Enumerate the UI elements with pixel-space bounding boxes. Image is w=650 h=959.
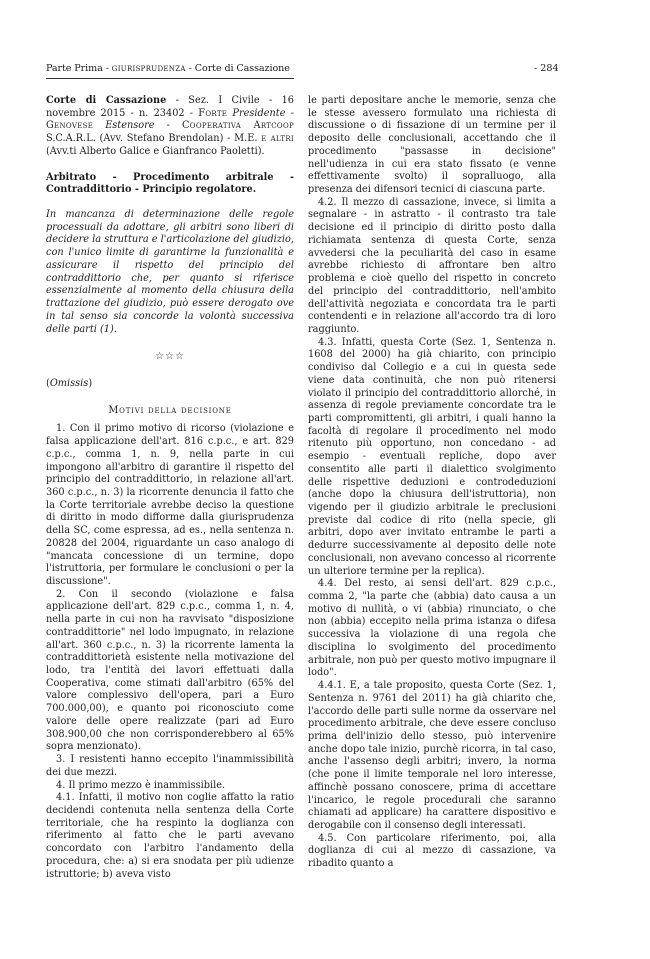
page-number: - 284 [534, 63, 559, 74]
case-abstract: In mancanza di determinazione delle regole processuali da adottare, gli arbitri sono liberi di decidere la struttura e l'articolazione del giudizio, con l'unico limite di garantirne la funzionalità e assicurare il rispetto del principio del contraddittorio che, per quanto si riferisce essenzialmente al momento della chiusura della trattazione del giudizio, può essere derogato ove in tal senso sia concorde la volontà successiva delle parti (1). [46, 209, 294, 335]
paragraph: 3. I resistenti hanno eccepito l'inammissibilità dei due mezzi. [46, 754, 294, 778]
case-heading: Arbitrato - Procedimento arbitrale - Contraddittorio - Principio regolatore. [46, 171, 294, 196]
paragraph: 2. Con il secondo (violazione e falsa applicazione dell'art. 829 c.p.c., comma 1, n. 4, nella parte in cui non ha ravvisato "disposizione contraddittorie" nel lodo impugnato, in relazione all'art. 360 c.p.c., n. 3) la ricorrente lamenta la contraddittorietà esistente nella motivazione del lodo, tra l'entità dei lavori effettuati dalla Cooperativa, come stimati dall'arbitro (65% del valore complessivo dell'opera, pari a Euro 700.000,00), e quanto poi riconosciuto come valore delle opere realizzate (pari ad Euro 308.900,00 che non corrisponderebbero al 65% sopra menzionato). [46, 588, 294, 753]
case-citation: Corte di Cassazione - Sez. I Civile - 16 novembre 2015 - n. 23402 - Forte Presidente - Genovese Estensore - Cooperativa Artcoop S.C.A.R.L. (Avv. Stefano Brendolan) - M.E. e altri (Avv.ti Alberto Galice e Gianfranco Paoletti). [46, 95, 294, 157]
left-column [46, 95, 294, 881]
paragraph: le parti depositare anche le memorie, senza che le stesse avessero formulato una richiesta di discussione o di fissazione di un termine per il deposito delle conclusionali, accettando che il procedimento "passasse in decisione" nell'udienza in cui era stato fissato (e venne effettivamente svolto) il sopralluogo, alla presenza dei difensori tecnici di ciascuna parte. [308, 95, 556, 196]
running-header: Parte Prima - giurisprudenza - Corte di Cassazione [46, 63, 290, 74]
header-section: giurisprudenza [111, 63, 186, 74]
header-rule [46, 78, 294, 79]
paragraph: 4.4. Del resto, ai sensi dell'art. 829 c.p.c., comma 2, "la parte che (abbia) dato causa a un motivo di nullità, o vi (abbia) rinunciato, o che non (abbia) eccepito nella prima istanza o difesa successiva la violazione di una regola che disciplina lo svolgimento del procedimento arbitrale, non può per questo motivo impugnare il lodo". [308, 578, 556, 679]
paragraph: 4.3. Infatti, questa Corte (Sez. 1, Sentenza n. 1608 del 2000) ha già chiarito, con principio condiviso dal Collegio e a cui in questa sede viene data continuità, che non può ritenersi violato il principio del contraddittorio allorché, in assenza di regole previamente concordate tra le parti compromittenti, gli arbitri, i quali hanno la facoltà di regolare il procedimento nel modo ritenuto più opportuno, non concedano - ad esempio - eventuali repliche, dopo aver consentito alle parti il dialettico svolgimento delle rispettive deduzioni e controdeduzioni (anche dopo la chiusura dell'istruttoria), non vigendo per il giudizio arbitrale le preclusioni previste dal codice di rito (nella specie, gli arbitri, dopo aver invitato entrambe le parti a dedurre successivamente al deposito delle note conclusionali, non avevano concesso al ricorrente un ulteriore termine per la replica). [308, 336, 556, 577]
omissis-note: (Omissis) [46, 377, 93, 389]
paragraph: 4.1. Infatti, il motivo non coglie affatto la ratio decidendi contenuta nella sentenza della Corte territoriale, che ha respinto la doglianza con riferimento al fatto che le parti avevano concordato con l'arbitro l'andamento della procedura, che: a) si era snodata per più udienze istruttorie; b) aveva visto [46, 792, 294, 880]
paragraph: 4. Il primo mezzo è inammissibile. [56, 779, 226, 791]
separator-stars: ☆☆☆ [155, 351, 185, 363]
left-body [46, 423, 294, 881]
paragraph: 4.4.1. E, a tale proposito, questa Corte (Sez. 1, Sentenza n. 9761 del 2011) ha già chiarito che, l'accordo delle parti sulle norme da osservare nel procedimento arbitrale, che deve essere concluso prima dell'inizio dello stesso, può intervenire anche dopo tale inizio, purchè ricorra, in tal caso, anche l'assenso degli arbitri; invero, la norma (che pone il limite temporale nel loro interesse, affinchè possano conoscere, prima di accettare l'incarico, le regole procedurali che saranno chiamati ad applicare) ha carattere dispositivo e derogabile con il consenso degli interessati. [308, 680, 556, 831]
paragraph: 1. Con il primo motivo di ricorso (violazione e falsa applicazione dell'art. 816 c.p.c., e art. 829 c.p.c., comma 1, n. 9, nella parte in cui impongono all'arbitro di garantire il rispetto del principio del contraddittorio, in relazione all'art. 360 c.p.c., n. 3) la ricorrente denuncia il fatto che la Corte territoriale avrebbe deciso la questione di diritto in modo difforme dalla giurisprudenza della SC, come espressa, ad es., nella sentenza n. 20828 del 2004, riguardante un caso analogo di "mancata concessione di un termine, dopo l'istruttoria, per formulare le conclusioni o per la discussione". [46, 423, 294, 587]
header-part: Parte Prima [46, 63, 103, 74]
paragraph: 4.5. Con particolare riferimento, poi, alla doglianza di cui al mezzo di cassazione, va ribadito quanto a [308, 832, 556, 870]
right-column [308, 95, 556, 871]
right-body [308, 95, 556, 871]
section-title: Motivi della decisione [108, 404, 232, 416]
header-court: Corte di Cassazione [194, 63, 290, 74]
paragraph: 4.2. Il mezzo di cassazione, invece, si limita a segnalare - in astratto - il contrasto tra tale decisione ed il principio di diritto posto dalla richiamata sentenza di questa Corte, senza avvedersi che la peculiarità del caso in esame avrebbe richiesto di affrontare ben altro problema e cioè quello del rispetto in concreto del principio del contraddittorio, nell'ambito dell'attività negoziata e concordata tra le parti contendenti e in relazione all'accordo tra di loro raggiunto. [308, 196, 556, 335]
